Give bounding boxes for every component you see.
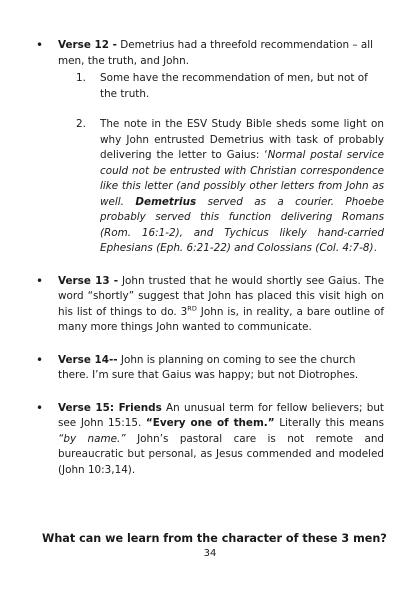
verse-15-text-a: An unusual term for fellow believers; but see John 15:15.	[58, 401, 384, 429]
verse-13-item	[58, 274, 384, 336]
verse-15-text-c: John’s pastoral care is not remote and bureaucratic but personal, as Jesus commended and modeled (John 10:3,14).	[58, 432, 384, 476]
verse-15-bold-quote: “Every one of them.”	[145, 417, 275, 429]
verse-14-text: John is planning on coming to see the church there. I’m sure that Gaius was happy; but not Diotrophes.	[58, 353, 359, 381]
verse-14-label: Verse 14--	[58, 353, 118, 366]
sublist-text-2: The note in the ESV Study Bible sheds some light on why John entrusted Demetrius with task of probably delivering the letter to Gaius: ‘	[100, 118, 384, 161]
esv-quote-part-b: served as a courier. Phoebe probably served this function delivering Romans (Rom. 16:1-2), and Tychicus likely hand-carried Ephesians (Eph. 6:21-22) and Colossians (Col. 4:7-8)	[100, 195, 385, 254]
reflection-question: What can we learn from the character of these 3 men?	[42, 532, 387, 545]
verse-12-sublist	[58, 71, 384, 257]
sublist-text-1: Some have the recommendation of men, but not of the truth.	[100, 72, 368, 100]
verse-13-label: Verse 13 -	[58, 274, 119, 287]
verse-15-text-b: Literally this means	[274, 417, 384, 429]
verse-13-text-a: John trusted that he would shortly see Gaius. The word “shortly” suggest that John has placed this visit high on his list of things to do. 3	[58, 274, 384, 318]
verse-12-label: Verse 12 -	[58, 39, 117, 51]
esv-quote-end: .	[373, 242, 377, 254]
page-number: 34	[203, 548, 217, 559]
verse-13-superscript: RD	[187, 304, 197, 313]
verse-14-item	[58, 353, 384, 384]
verse-15-label: Verse 15: Friends	[58, 401, 162, 414]
verse-list	[58, 38, 384, 495]
esv-quote-name: Demetrius	[135, 195, 197, 208]
sublist-item-2	[76, 117, 384, 257]
verse-15-italic-quote: “by name.”	[58, 432, 126, 445]
verse-15-item	[58, 401, 384, 479]
sublist-number-1: 1.	[76, 72, 86, 84]
sublist-item-1	[76, 71, 384, 102]
esv-quote-part-a: Normal postal service could not be entrusted with Christian correspondence like this letter (and possibly other letters from John as well.	[100, 149, 384, 208]
sublist-number-2: 2.	[76, 118, 86, 130]
verse-13-text-b: John is, in reality, a bare outline of many more things John wanted to communicate.	[58, 305, 384, 333]
verse-12-item	[58, 38, 384, 257]
verse-12-text: Demetrius had a threefold recommendation – all men, the truth, and John.	[58, 39, 373, 67]
